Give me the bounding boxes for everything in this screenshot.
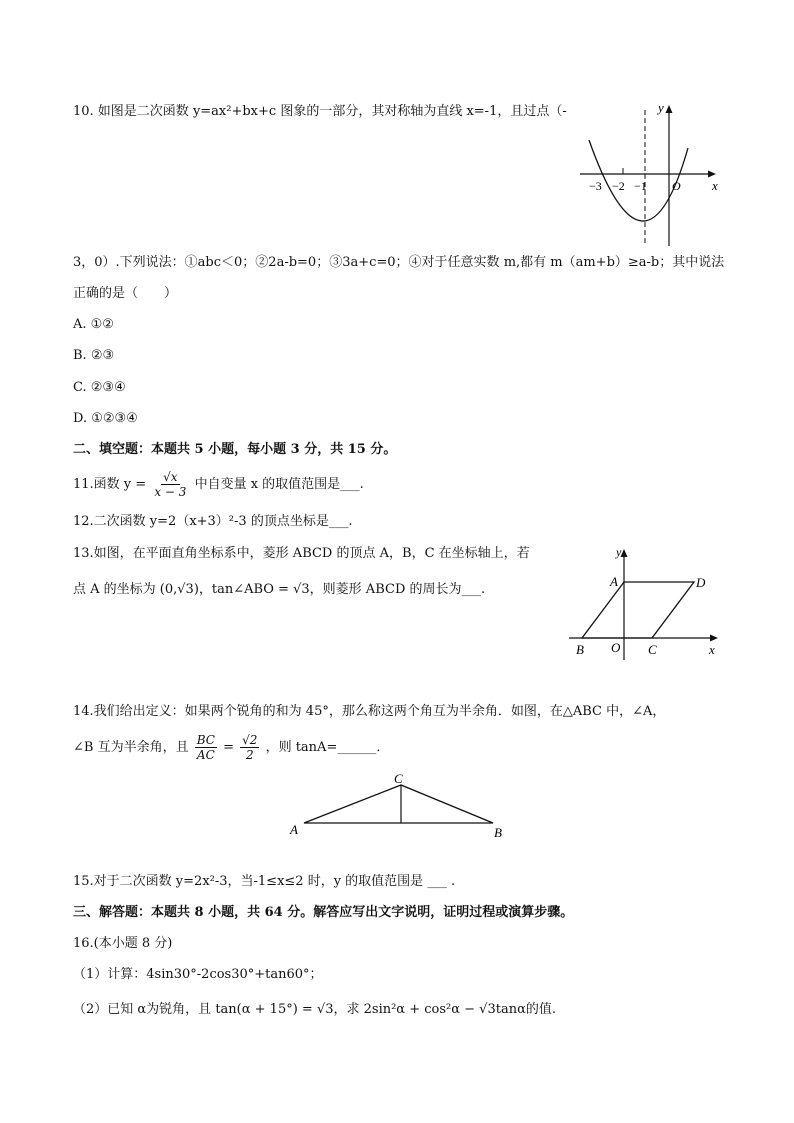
q13-label-d: D — [696, 575, 706, 590]
q10-option-d: D. ①②③④ — [73, 411, 138, 426]
q14-fraction-root2-2 — [240, 733, 259, 762]
q13-label-a: A — [610, 574, 618, 589]
q11-suffix: 中自变量 x 的取值范围是___. — [194, 477, 364, 492]
q14-triangle-graph — [285, 768, 515, 840]
q14-frac2-num: √2 — [242, 733, 258, 747]
q10-origin-label: O — [672, 179, 681, 193]
q14-equals: = — [223, 740, 235, 755]
q10-option-c: C. ②③④ — [73, 380, 126, 395]
q13-label-c: C — [648, 642, 657, 657]
q13-line2: 点 A 的坐标为 (0,√3)，tan∠ABO = √3，则菱形 ABCD 的周长为___. — [73, 582, 486, 597]
q16-part1: （1）计算：4sin30°-2cos30°+tan60°； — [73, 967, 323, 982]
q13-y-label: y — [616, 545, 622, 559]
q10-tick-minus2: −2 — [612, 179, 625, 193]
q13-line1: 13.如图，在平面直角坐标系中，菱形 ABCD 的顶点 A，B，C 在坐标轴上，若 — [73, 546, 530, 561]
section2-title: 二、填空题：本题共 5 小题，每小题 3 分，共 15 分。 — [73, 442, 397, 457]
q16-header: 16.(本小题 8 分) — [73, 936, 173, 951]
q14-line2 — [73, 730, 389, 766]
q13-rhombus-graph — [565, 542, 730, 662]
q10-x-axis-label: x — [712, 178, 718, 193]
q14-label-c: C — [394, 771, 403, 786]
q10-tick-minus1: −1 — [634, 179, 647, 193]
q12: 12.二次函数 y=2（x+3）²-3 的顶点坐标是___. — [73, 514, 353, 529]
q11-prefix: 11.函数 y = — [73, 477, 147, 492]
q14-label-a: A — [290, 822, 298, 837]
q14-frac1-num: BC — [196, 733, 215, 747]
q10-tick-minus3: −3 — [589, 179, 602, 193]
q14-frac2-den: 2 — [245, 748, 254, 762]
q14-frac1-den: AC — [196, 748, 215, 762]
q10-line1: 10. 如图是二次函数 y=ax²+bx+c 图象的一部分，其对称轴为直线 x=-1，且过点（- — [73, 104, 567, 119]
q10-line3: 正确的是（ ） — [73, 286, 178, 301]
q14-line2-suffix: ，则 tanA=______． — [265, 740, 390, 755]
q10-line2: 3，0）.下列说法：①abc＜0；②2a-b=0；③3a+c=0；④对于任意实数 m,都有 m（am+b）≥a-b；其中说法 — [73, 255, 725, 270]
q10-option-a: A. ①② — [73, 317, 114, 332]
q11 — [73, 470, 364, 500]
q14-fraction-bc-ac — [195, 733, 217, 762]
q13-x-label: x — [709, 642, 715, 657]
q15: 15.对于二次函数 y=2x²-3，当-1≤x≤2 时，y 的取值范围是 ___ . — [73, 874, 456, 889]
section3-title: 三、解答题：本题共 8 小题，共 64 分。解答应写出文字说明，证明过程或演算步骤。 — [73, 905, 574, 920]
q10-option-b: B. ②③ — [73, 348, 115, 363]
q10-y-axis-label: y — [658, 100, 664, 115]
q14-line2-prefix: ∠B 互为半余角，且 — [73, 740, 189, 755]
q16-part2: （2）已知 α为锐角，且 tan(α + 15°) = √3，求 2sin²α + cos²α − √3tanα的值. — [73, 1002, 556, 1017]
q11-numerator: √x — [163, 470, 178, 484]
q14-label-b: B — [494, 825, 502, 840]
q11-denominator: x − 3 — [154, 485, 187, 499]
q10-parabola-graph — [572, 100, 732, 250]
q14-line1: 14.我们给出定义：如果两个锐角的和为 45°，那么称这两个角互为半余角．如图，在△ABC 中，∠A， — [73, 704, 666, 719]
q13-label-o: O — [611, 640, 621, 655]
q13-label-b: B — [576, 642, 584, 657]
q11-fraction — [152, 470, 188, 499]
